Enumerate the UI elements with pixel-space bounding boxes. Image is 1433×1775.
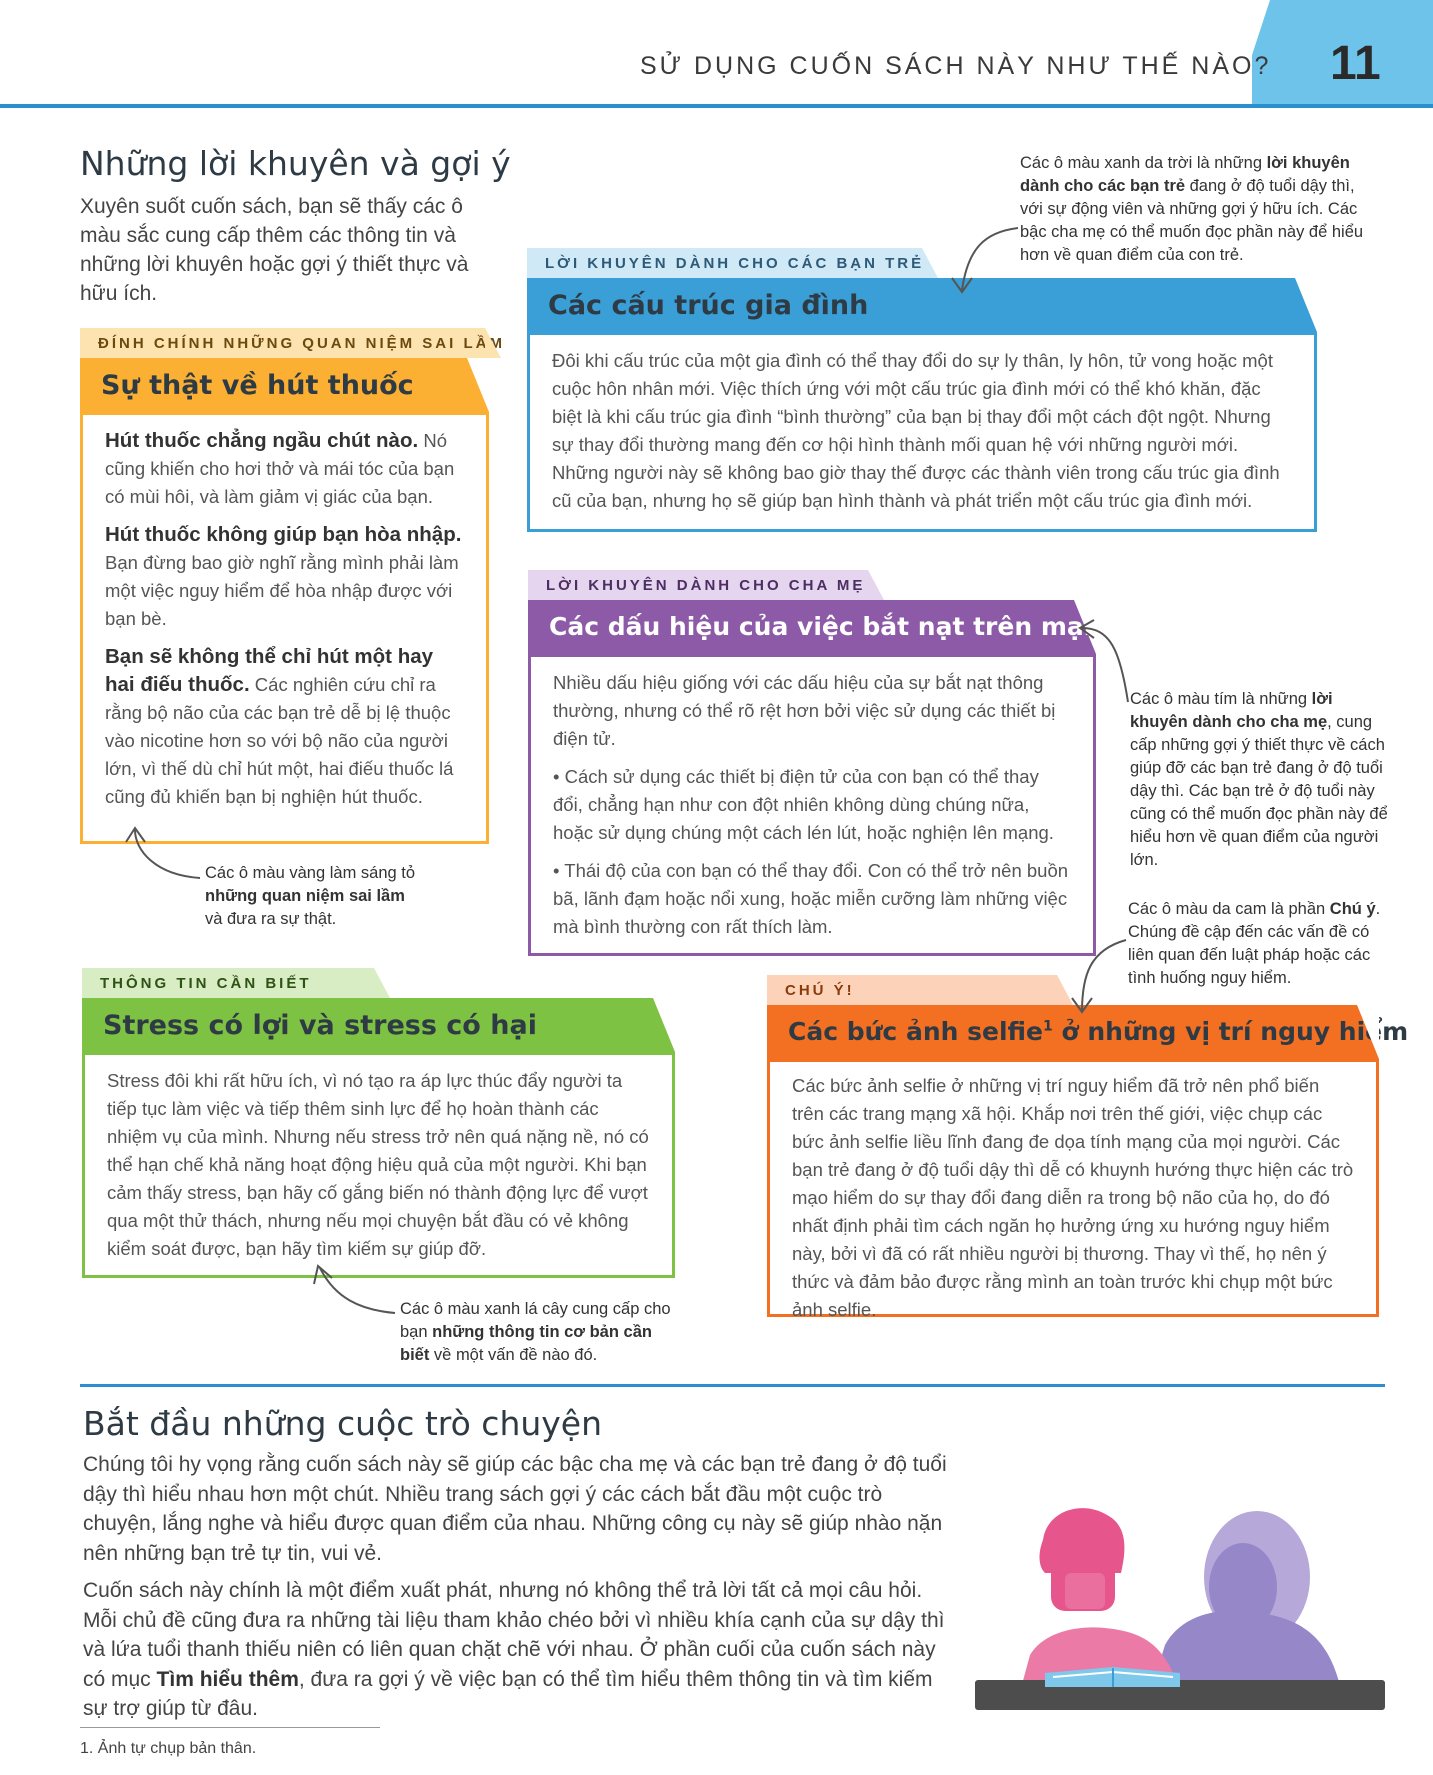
note-blue: Các ô màu xanh da trời là những lời khuyên dành cho các bạn trẻ đang ở độ tuổi dậy thì, với sự động viên và những gợi ý hữu ích. Các bậc cha mẹ có thể muốn đọc phần này để hiểu hơn về quan điểm của con trẻ. bbox=[1020, 154, 1364, 264]
parent-intro: Nhiều dấu hiệu giống với các dấu hiệu của sự bắt nạt thông thường, nhưng có thể rõ rệt hơn bởi việc sử dụng các thiết bị điện tử. bbox=[553, 672, 1056, 749]
myth-item: Hút thuốc không giúp bạn hòa nhập. Bạn đừng bao giờ nghĩ rằng mình phải làm một việc nguy hiểm để hòa nhập được với bạn bè. bbox=[105, 523, 462, 629]
arrow-green bbox=[320, 1268, 395, 1313]
info-body: Stress đôi khi rất hữu ích, vì nó tạo ra áp lực thúc đẩy người ta tiếp tục làm việc và tiếp thêm sinh lực để họ hoàn thành các nhiệm vụ của mình. Nhưng nếu stress trở nên quá nặng nề, nó có thể hạn chế khả năng hoạt động hiệu quả của một người. Khi bạn cảm thấy stress, bạn hãy cố gắng biến nó thành động lực để vượt qua một thử thách, nhưng nếu mọi chuyện bắt đầu có vẻ không kiểm soát được, bạn hãy tìm kiếm sự giúp đỡ. bbox=[107, 1070, 649, 1259]
conversation-body bbox=[83, 1450, 953, 1732]
myth-title: Sự thật về hút thuốc bbox=[83, 361, 486, 415]
parent-title: Các dấu hiệu của việc bắt nạt trên mạng bbox=[531, 603, 1093, 657]
note-green: Các ô màu xanh lá cây cung cấp cho bạn những thông tin cơ bản cần biết về một vấn đề nào đó. bbox=[400, 1300, 671, 1364]
conversation-paragraph: Chúng tôi hy vọng rằng cuốn sách này sẽ giúp các bậc cha mẹ và các bạn trẻ đang ở độ tuổi dậy thì hiểu nhau hơn một chút. Nhiều trang sách gợi ý các cách bắt đầu một cuộc trò chuyện, lắng nghe và hiểu được quan điểm của nhau. Những công cụ này sẽ giúp nhào nặn nên những bạn trẻ tự tin, vui vẻ. bbox=[83, 1453, 947, 1565]
info-tag: THÔNG TIN CẦN BIẾT bbox=[82, 968, 374, 998]
conversation-paragraph: Cuốn sách này chính là một điểm xuất phát, nhưng nó không thể trả lời tất cả mọi câu hỏi. Mỗi chủ đề cũng đưa ra những tài liệu tham khảo chéo bởi vì nhiều khía cạnh của sự dậy thì và lứa tuổi thanh thiếu niên có liên quan chặt chẽ với nhau. Ở phần cuối của cuốn sách này có mục Tìm hiểu thêm, đưa ra gợi ý về việc bạn có thể tìm hiểu thêm thông tin và tìm kiếm sự trợ giúp từ đâu. bbox=[83, 1579, 945, 1720]
myth-item: Hút thuốc chẳng ngầu chút nào. Nó cũng khiến cho hơi thở và mái tóc của bạn có mùi hôi, và làm giảm vị giác của bạn. bbox=[105, 429, 455, 507]
parent-tag: LỜI KHUYÊN DÀNH CHO CHA MẸ bbox=[528, 570, 868, 600]
myth-tag: ĐÍNH CHÍNH NHỮNG QUAN NIỆM SAI LẦM bbox=[80, 328, 485, 358]
teen-body: Đôi khi cấu trúc của một gia đình có thể thay đổi do sự ly thân, ly hôn, tử vong hoặc một cuộc hôn nhân mới. Việc thích ứng với một cấu trúc gia đình mới có thể khó khăn, đặc biệt là khi cấu trúc gia đình “bình thường” của bạn bị thay đổi một cách đột ngột. Nhưng sự thay đổi thường mang đến cơ hội hình thành mối quan hệ với những người mới. Những người này sẽ không bao giờ thay thế được các thành viên trong cấu trúc gia đình cũ của bạn, nhưng họ sẽ giúp bạn hình thành và phát triển một cấu trúc gia đình mới. bbox=[552, 350, 1280, 511]
arrow-yellow bbox=[135, 830, 200, 878]
note-yellow: Các ô màu vàng làm sáng tỏ những quan niệm sai lầm và đưa ra sự thật. bbox=[205, 864, 416, 928]
page-number: 11 bbox=[1330, 37, 1381, 90]
footnote: 1. Ảnh tự chụp bản thân. bbox=[80, 1727, 380, 1758]
teen-title: Các cấu trúc gia đình bbox=[530, 281, 1314, 335]
running-header: SỬ DỤNG CUỐN SÁCH NÀY NHƯ THẾ NÀO? bbox=[640, 52, 1272, 80]
conversation-heading: Bắt đầu những cuộc trò chuyện bbox=[83, 1404, 603, 1443]
note-orange: Các ô màu da cam là phần Chú ý. Chúng đề cập đến các vấn đề có liên quan đến luật pháp hoặc các tình huống nguy hiểm. bbox=[1128, 900, 1381, 987]
parent-bullet: • Thái độ của con bạn có thể thay đổi. Con có thể trở nên buồn bã, lãnh đạm hoặc nổi xung, hoặc miễn cưỡng làm những việc mà bình thường con rất thích làm. bbox=[553, 860, 1069, 937]
warning-tag: CHÚ Ý! bbox=[767, 975, 1057, 1005]
parent-child-reading-illustration bbox=[975, 1495, 1385, 1710]
warning-body: Các bức ảnh selfie ở những vị trí nguy hiểm đã trở nên phổ biến trên các trang mạng xã hội. Khắp nơi trên thế giới, việc chụp các bức ảnh selfie liều lĩnh đang đe dọa tính mạng của mọi người. Các bạn trẻ đang ở độ tuổi dậy thì dễ có khuynh hướng thực hiện các trò mạo hiểm do sự thay đổi đang diễn ra trong bộ não của họ, do đó nhất định phải tìm cách ngăn họ hưởng ứng xu hướng nguy hiểm này, bởi vì đã có rất nhiều người bị thương. Thay vì thế, họ nên ý thức và đảm bảo được rằng mình an toàn trước khi chụp một bức ảnh selfie. bbox=[792, 1075, 1354, 1320]
tips-intro: Xuyên suốt cuốn sách, bạn sẽ thấy các ô màu sắc cung cấp thêm các thông tin và những lời khuyên hoặc gợi ý thiết thực và hữu ích. bbox=[80, 195, 469, 305]
note-purple: Các ô màu tím là những lời khuyên dành cho cha mẹ, cung cấp những gợi ý thiết thực về cách giúp đỡ các bạn trẻ đang ở độ tuổi dậy thì. Các bạn trẻ ở độ tuổi này cũng có thể muốn đọc phần này để hiểu hơn về quan điểm của người lớn. bbox=[1130, 690, 1388, 869]
tips-heading: Những lời khuyên và gợi ý bbox=[80, 144, 511, 183]
teen-tag: LỜI KHUYÊN DÀNH CHO CÁC BẠN TRẺ bbox=[527, 248, 922, 278]
warning-title: Các bức ảnh selfie$^1$ ở những vị trí nguy hiểm bbox=[770, 1008, 1376, 1062]
myth-item: Bạn sẽ không thể chỉ hút một hay hai điếu thuốc. Các nghiên cứu chỉ ra rằng bộ não của các bạn trẻ dễ bị lệ thuộc vào nicotine hơn so với bộ não của người lớn, vì thế dù chỉ hút một, hai điếu thuốc lá cũng đủ khiến bạn bị nghiện hút thuốc. bbox=[105, 645, 454, 807]
arrow-purple bbox=[1082, 628, 1128, 702]
info-title: Stress có lợi và stress có hại bbox=[85, 1001, 672, 1055]
parent-bullet: • Cách sử dụng các thiết bị điện tử của con bạn có thể thay đổi, chẳng hạn như con đột nhiên không dùng chúng nữa, hoặc sử dụng chúng một cách lén lút, hoặc nghiện lên mạng. bbox=[553, 766, 1054, 843]
section-divider bbox=[80, 1384, 1385, 1387]
